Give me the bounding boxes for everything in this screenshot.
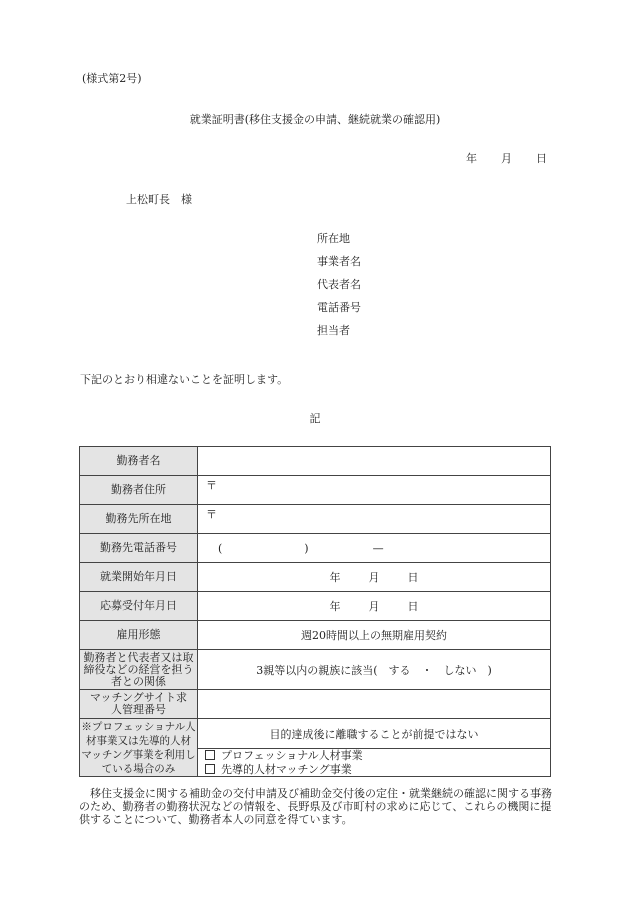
day-mark: 日 bbox=[407, 571, 419, 584]
professional-text: 目的達成後に離職することが前提ではない bbox=[198, 719, 551, 749]
start-date-value[interactable] bbox=[198, 563, 551, 592]
worker-address-value[interactable] bbox=[198, 476, 551, 505]
employment-table bbox=[79, 446, 551, 777]
option-leading-label: 先導的人材マッチング事業 bbox=[221, 762, 352, 776]
relation-value[interactable]: 3親等以内の親族に該当( する ・ しない ) bbox=[198, 650, 551, 690]
office-phone-value[interactable] bbox=[198, 534, 551, 563]
company-field-phone: 電話番号 bbox=[317, 301, 361, 314]
phone-dash: — bbox=[372, 541, 384, 555]
table-row bbox=[80, 447, 551, 476]
option-professional[interactable] bbox=[198, 749, 551, 763]
worker-address-label: 勤務者住所 bbox=[80, 476, 198, 505]
relation-label: 勤務者と代表者又は取締役などの経営を担う者との関係 bbox=[80, 650, 198, 690]
postal-mark: 〒 bbox=[206, 479, 217, 492]
table-row bbox=[80, 505, 551, 534]
consent-note: 移住支援金に関する補助金の交付申請及び補助金交付後の定住・就業継続の確認に関する事務のため、勤務者の勤務状況などの情報を、長野県及び市町村の求めに応じて、これらの機関に提供することについて、勤務者本人の同意を得ています。 bbox=[79, 787, 552, 826]
document-title: 就業証明書(移住支援金の申請、継続就業の確認用) bbox=[189, 113, 441, 126]
office-phone-label: 勤務先電話番号 bbox=[80, 534, 198, 563]
table-row bbox=[80, 690, 551, 719]
matching-label: マッチングサイト求人管理番号 bbox=[80, 690, 198, 719]
date-line bbox=[466, 150, 547, 166]
table-row bbox=[80, 563, 551, 592]
company-field-contact: 担当者 bbox=[317, 324, 350, 337]
table-row bbox=[80, 592, 551, 621]
company-field-representative: 代表者名 bbox=[317, 278, 361, 291]
option-leading[interactable] bbox=[198, 763, 551, 777]
table-row bbox=[80, 719, 551, 749]
table-row bbox=[80, 476, 551, 505]
worker-name-value[interactable] bbox=[198, 447, 551, 476]
office-address-label: 勤務先所在地 bbox=[80, 505, 198, 534]
addressee: 上松町長 様 bbox=[126, 193, 192, 206]
office-address-value[interactable] bbox=[198, 505, 551, 534]
postal-mark: 〒 bbox=[206, 508, 217, 521]
ki-heading: 記 bbox=[309, 412, 321, 425]
table-row bbox=[80, 650, 551, 690]
apply-date-label: 応募受付年月日 bbox=[80, 592, 198, 621]
worker-name-label: 勤務者名 bbox=[80, 447, 198, 476]
form-number: (様式第2号) bbox=[82, 72, 142, 85]
professional-label: ※プロフェッショナル人材事業又は先導的人材マッチング事業を利用している場合のみ bbox=[81, 720, 196, 775]
year-mark: 年 bbox=[329, 600, 341, 613]
checkbox-icon[interactable] bbox=[205, 764, 215, 774]
start-date-label: 就業開始年月日 bbox=[80, 563, 198, 592]
date-month: 月 bbox=[501, 152, 512, 165]
date-year: 年 bbox=[466, 152, 477, 165]
year-mark: 年 bbox=[329, 571, 341, 584]
company-field-name: 事業者名 bbox=[317, 255, 361, 268]
matching-value[interactable] bbox=[198, 690, 551, 719]
month-mark: 月 bbox=[368, 571, 380, 584]
option-professional-label: プロフェッショナル人材事業 bbox=[221, 749, 363, 763]
table-row bbox=[80, 534, 551, 563]
date-day: 日 bbox=[536, 152, 547, 165]
employment-type-value: 週20時間以上の無期雇用契約 bbox=[198, 621, 551, 650]
company-field-address: 所在地 bbox=[317, 232, 350, 245]
table-row bbox=[80, 621, 551, 650]
apply-date-value[interactable] bbox=[198, 592, 551, 621]
checkbox-icon[interactable] bbox=[205, 750, 215, 760]
phone-open-paren: ( bbox=[218, 541, 223, 555]
day-mark: 日 bbox=[407, 600, 419, 613]
phone-close-paren: ) bbox=[304, 541, 309, 555]
month-mark: 月 bbox=[368, 600, 380, 613]
certification-statement: 下記のとおり相違ないことを証明します。 bbox=[80, 373, 289, 386]
employment-type-label: 雇用形態 bbox=[80, 621, 198, 650]
